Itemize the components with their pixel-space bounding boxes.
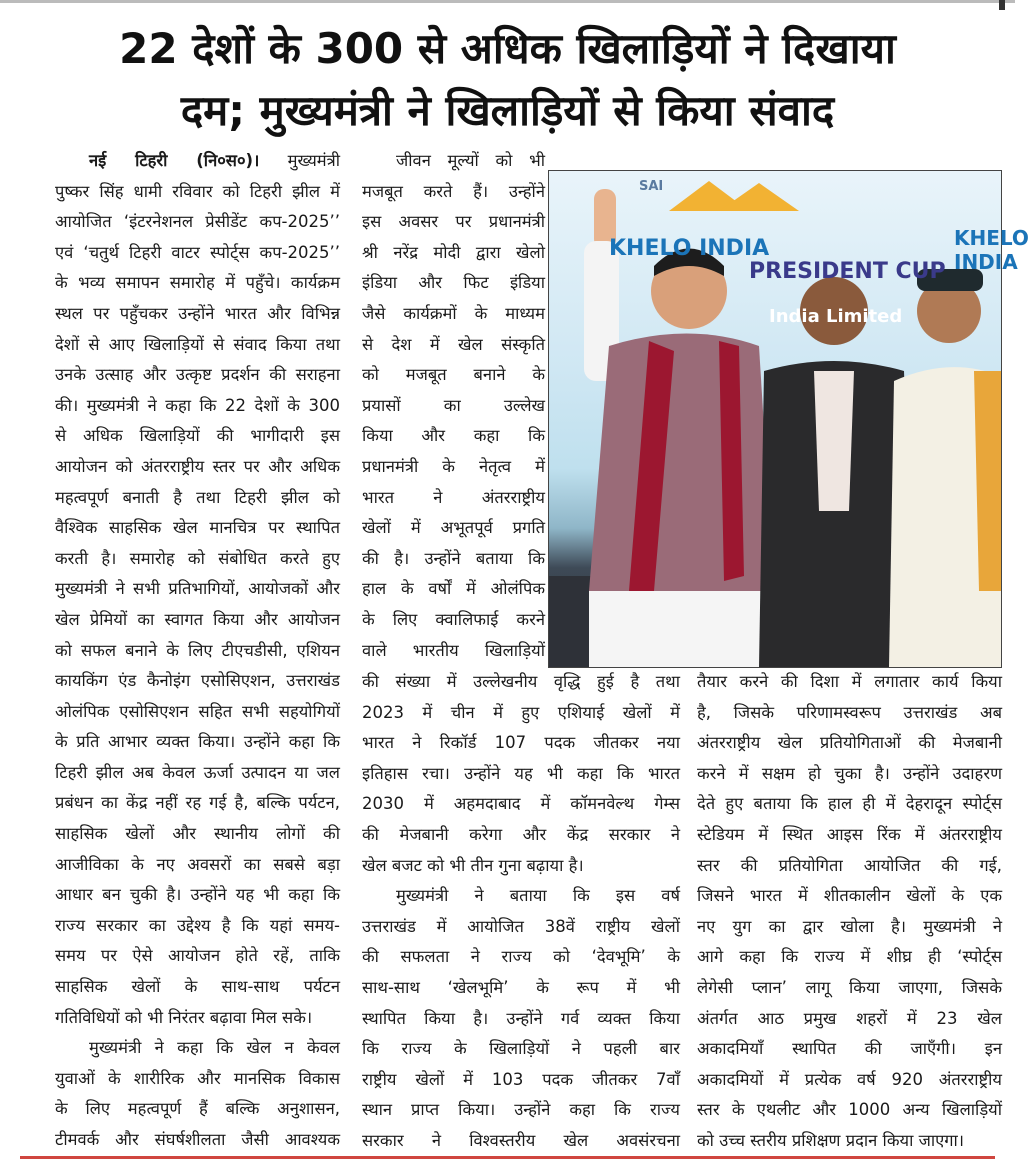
article-column-2-top bbox=[362, 146, 545, 666]
article-column-1 bbox=[55, 146, 340, 1156]
article-line: मुख्यमंत्री ने बताया कि इस वर्ष bbox=[396, 886, 680, 906]
banner-text-india-limited: India Limited bbox=[769, 306, 903, 327]
article-line: गतिविधियों को भी निरंतर बढ़ावा मिल सके। bbox=[55, 1007, 313, 1027]
article-line: को मजबूत बनाने के bbox=[362, 365, 545, 385]
headline-line-1: 22 देशों के 300 से अधिक खिलाड़ियों ने दिखाया bbox=[119, 24, 896, 73]
article-line: किया और कहा कि bbox=[362, 426, 545, 446]
top-corner-mark bbox=[999, 0, 1005, 10]
article-line: से देश में खेल संस्कृति bbox=[362, 334, 545, 354]
article-line: साथ-साथ ‘खेलभूमि’ के रूप में भी bbox=[362, 977, 680, 997]
article-line: स्थल पर पहुँचकर उन्होंने भारत और विभिन्न bbox=[55, 303, 340, 323]
article-line: खेल प्रेमियों का स्वागत किया और आयोजन bbox=[55, 609, 340, 629]
white-dhoti bbox=[589, 591, 769, 667]
article-line: हाल के वर्षों में ओलंपिक bbox=[362, 579, 545, 599]
backdrop-mountain-shape bbox=[719, 183, 799, 211]
article-line: मजबूत करते हैं। उन्होंने bbox=[362, 181, 545, 201]
article-line: प्रबंधन का केंद्र नहीं रह गई है, बल्कि पर्यटन, bbox=[55, 793, 340, 813]
article-line: सरकार ने विश्वस्तरीय खेल अवसंरचना bbox=[362, 1130, 680, 1150]
article-line: इतिहास रचा। उन्होंने यह भी कहा कि भारत bbox=[362, 763, 680, 783]
article-line: तैयार करने की दिशा में लगातार कार्य किया bbox=[697, 672, 1002, 691]
article-line: अंतरराष्ट्रीय खेल प्रतियोगिताओं की मेजबानी bbox=[697, 733, 1002, 753]
article-line: पुष्कर सिंह धामी रविवार को टिहरी झील में bbox=[55, 181, 340, 201]
article-line: प्रधानमंत्री के नेतृत्व में bbox=[362, 456, 545, 476]
article-line: स्थान प्राप्त किया। उन्होंने कहा कि राज्य bbox=[362, 1100, 680, 1120]
article-line: मुख्यमंत्री ने सभी प्रतिभागियों, आयोजकों और bbox=[55, 579, 340, 599]
article-line: टीमवर्क और संघर्षशीलता जैसी आवश्यक bbox=[55, 1130, 340, 1149]
article-line: आधार बन चुकी है। उन्होंने यह भी कहा कि bbox=[55, 885, 340, 905]
article-line: जिसने भारत में शीतकालीन खेलों के एक bbox=[697, 886, 1002, 906]
article-line: की। मुख्यमंत्री ने कहा कि 22 देशों के 300 bbox=[55, 395, 340, 415]
banner-text-president-cup: PRESIDENT CUP bbox=[749, 259, 946, 284]
article-line: टिहरी झील अब केवल ऊर्जा उत्पादन या जल bbox=[55, 762, 340, 782]
article-line: आयोजित ‘इंटरनेशनल प्रेसीडेंट कप-2025’’ bbox=[55, 212, 340, 232]
article-line: 2030 में अहमदाबाद में कॉमनवेल्थ गेम्स bbox=[362, 794, 680, 814]
article-line: देशों से आए खिलाड़ियों से संवाद किया तथा bbox=[55, 334, 340, 354]
article-line: की है। उन्होंने बताया कि bbox=[362, 548, 545, 568]
article-line: साहसिक खेलों के साथ-साथ पर्यटन bbox=[55, 977, 340, 997]
article-line: स्तर की प्रतियोगिता आयोजित की गई, bbox=[697, 855, 1002, 875]
article-line: समय पर ऐसे आयोजन होते रहें, ताकि bbox=[55, 946, 340, 966]
article-line: अकादमियों में प्रत्येक वर्ष 920 अंतरराष्ट्रीय bbox=[697, 1069, 1002, 1089]
article-line: स्तर के एथलीट और 1000 अन्य खिलाड़ियों bbox=[697, 1100, 1002, 1120]
person-vest bbox=[589, 334, 774, 592]
banner-text-khelo-india-right: KHELO INDIA bbox=[954, 226, 1029, 274]
article-line: राज्य सरकार का उद्देश्य है कि यहां समय- bbox=[55, 915, 340, 935]
article-line: की मेजबानी करेगा और केंद्र सरकार ने bbox=[362, 824, 680, 844]
headline-line-2: दम; मुख्यमंत्री ने खिलाड़ियों से किया संवाद bbox=[180, 86, 835, 135]
article-line: अंतर्गत आठ प्रमुख शहरों में 23 खेल bbox=[697, 1008, 1002, 1028]
article-line: स्टेडियम में स्थित आइस रिंक में अंतरराष्ट्रीय bbox=[697, 824, 1002, 844]
article-line: करने में सक्षम हो चुका है। उन्होंने उदाहरण bbox=[697, 763, 1002, 783]
article-line: महत्वपूर्ण बनाती है तथा टिहरी झील को bbox=[55, 487, 340, 507]
article-line: आयोजन को अंतरराष्ट्रीय स्तर पर और अधिक bbox=[55, 456, 340, 476]
article-line: श्री नरेंद्र मोदी द्वारा खेलो bbox=[362, 242, 545, 262]
banner-text-sai: SAI bbox=[639, 179, 664, 194]
article-line: देते हुए बताया कि हाल ही में देहरादून स्पोर्ट्स bbox=[697, 794, 1002, 814]
article-line: मुख्यमंत्री ने कहा कि खेल न केवल bbox=[89, 1038, 340, 1058]
article-line: वाले भारतीय खिलाड़ियों bbox=[362, 640, 545, 660]
article-line: को उच्च स्तरीय प्रशिक्षण प्रदान किया जाएगा। bbox=[697, 1130, 965, 1150]
news-photo bbox=[548, 170, 1029, 668]
article-line: आजीविका के नए अवसरों का सबसे बड़ा bbox=[55, 854, 340, 874]
article-line: की सफलता ने राज्य को ‘देवभूमि’ के bbox=[362, 947, 680, 967]
article-line-text: मुख्यमंत्री bbox=[287, 151, 341, 170]
article-line: 2023 में चीन में हुए एशियाई खेलों में bbox=[362, 702, 680, 722]
article-line: भारत ने अंतरराष्ट्रीय bbox=[362, 487, 545, 507]
dateline: नई टिहरी (नि०स०)। bbox=[89, 151, 260, 170]
article-line: नए युग का द्वार खोला है। मुख्यमंत्री ने bbox=[697, 916, 1002, 936]
article-line: इंडिया और फिट इंडिया bbox=[362, 273, 545, 293]
article-line: करती है। समारोह को संबोधित करते हुए bbox=[55, 548, 340, 568]
article-line: आगे कहा कि राज्य में शीघ्र ही ‘स्पोर्ट्स bbox=[697, 947, 1002, 967]
article-line: खेल बजट को भी तीन गुना बढ़ाया है। bbox=[362, 855, 584, 875]
article-column-2-bottom bbox=[362, 667, 680, 1157]
article-line: वैश्विक साहसिक खेल मानचित्र पर स्थापित bbox=[55, 518, 340, 538]
article-line: लेगेसी प्लान’ लागू किया जाएगा, जिसके bbox=[697, 977, 1002, 997]
article-line: कि राज्य के खिलाड़ियों ने पहली बार bbox=[362, 1039, 680, 1059]
article-line: खेलों में अभूतपूर्व प्रगति bbox=[362, 518, 545, 538]
bottom-rule bbox=[20, 1156, 995, 1159]
article-line bbox=[55, 146, 340, 177]
banner-text-khelo-india: KHELO INDIA bbox=[609, 236, 770, 261]
article-line: है, जिसके परिणामस्वरूप उत्तराखंड अब bbox=[697, 702, 1002, 722]
article-line: राष्ट्रीय खेलों में 103 पदक जीतकर 7वाँ bbox=[362, 1069, 680, 1089]
article-line: के लिए महत्वपूर्ण हैं बल्कि अनुशासन, bbox=[55, 1099, 340, 1119]
article-column-3 bbox=[697, 667, 1002, 1157]
article-line: अकादमियाँ स्थापित की जाएँगी। इन bbox=[697, 1039, 1002, 1059]
article-line: को सफल बनाने के लिए टीएचडीसी, एशियन bbox=[55, 640, 340, 660]
article-line: के भव्य समापन समारोह में पहुँचे। कार्यक्रम bbox=[55, 273, 340, 293]
article-line: जैसे कार्यक्रमों के माध्यम bbox=[362, 303, 545, 323]
article-line: एवं ‘चतुर्थ टिहरी वाटर स्पोर्ट्स कप-2025’’ bbox=[55, 242, 340, 262]
article-line: जीवन मूल्यों को भी bbox=[396, 151, 545, 170]
article-line: युवाओं के शारीरिक और मानसिक विकास bbox=[55, 1068, 340, 1088]
article-line: साहसिक खेलों और स्थानीय लोगों की bbox=[55, 824, 340, 844]
article-line: उनके उत्साह और उत्कृष्ट प्रदर्शन की सराहना bbox=[55, 365, 340, 385]
top-rule bbox=[0, 0, 1015, 3]
headline bbox=[20, 18, 995, 142]
article-line: इस अवसर पर प्रधानमंत्री bbox=[362, 212, 545, 232]
article-line: ओलंपिक एसोसिएशन सहित सभी सहयोगियों bbox=[55, 701, 340, 721]
article-line: के लिए क्वालिफाई करने bbox=[362, 609, 545, 629]
person-shirt bbox=[814, 371, 854, 511]
article-line: प्रयासों का उल्लेख bbox=[362, 395, 545, 415]
article-line: की संख्या में उल्लेखनीय वृद्धि हुई है तथा bbox=[362, 672, 680, 691]
article-line: स्थापित किया है। उन्होंने गर्व व्यक्त किया bbox=[362, 1008, 680, 1028]
article-line: उत्तराखंड में आयोजित 38वें राष्ट्रीय खेलों bbox=[362, 916, 680, 936]
article-line: के प्रति आभार व्यक्त किया। उन्होंने कहा कि bbox=[55, 732, 340, 752]
article-line: से अधिक खिलाड़ियों की भागीदारी इस bbox=[55, 426, 340, 446]
article-line: कायकिंग एंड कैनोइंग एसोसिएशन, उत्तराखंड bbox=[55, 671, 340, 691]
article-line: भारत ने रिकॉर्ड 107 पदक जीतकर नया bbox=[362, 733, 680, 753]
